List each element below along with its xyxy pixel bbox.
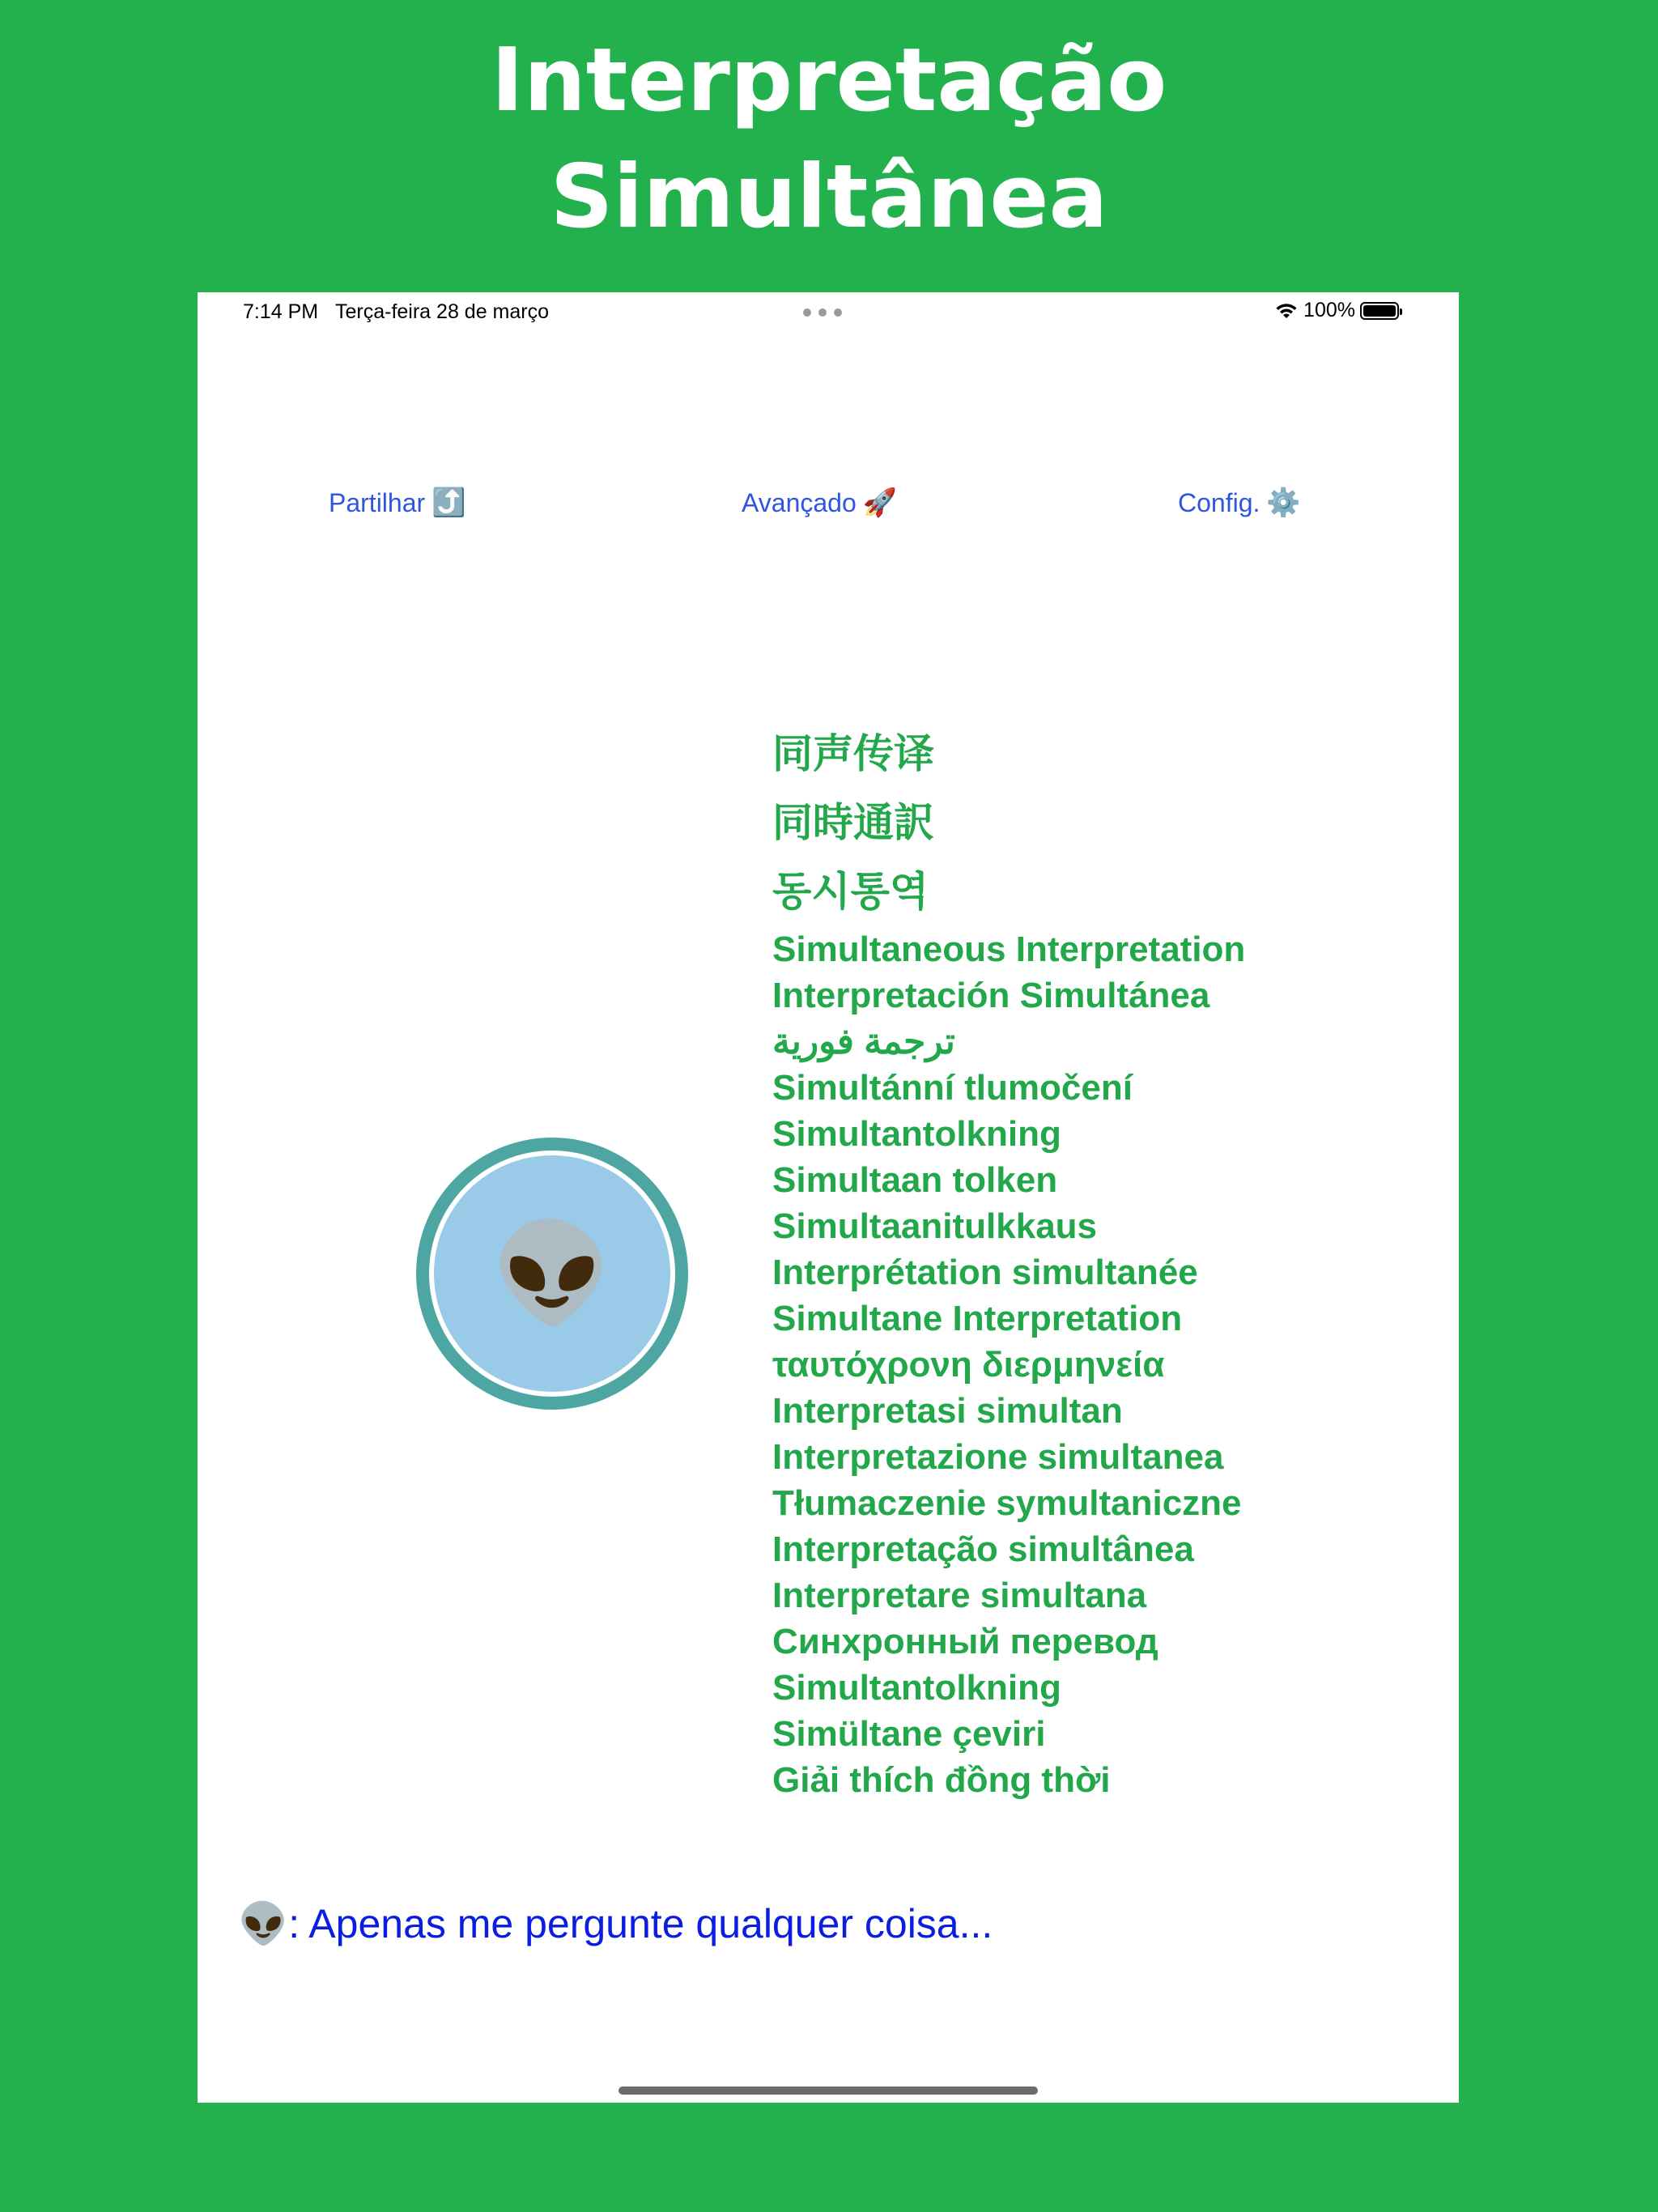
language-item: Simultánní tlumočení — [772, 1068, 1133, 1108]
home-indicator[interactable] — [619, 2087, 1038, 2095]
avatar-ring — [429, 1151, 675, 1397]
prompt-text: : Apenas me pergunte qualquer coisa... — [288, 1901, 993, 1946]
status-time: 7:14 PM — [243, 300, 319, 323]
advanced-button-label: Avançado — [742, 488, 857, 517]
language-item: Simultantolkning — [772, 1668, 1061, 1708]
toolbar — [198, 479, 1459, 527]
config-button[interactable] — [1178, 479, 1301, 527]
promo-title-line-2: Simultânea — [550, 147, 1108, 248]
battery-percent: 100% — [1303, 299, 1355, 321]
language-item: Giải thích đồng thời — [772, 1760, 1111, 1800]
battery-icon — [1360, 302, 1399, 320]
language-item: Simultaanitulkkaus — [772, 1206, 1098, 1246]
language-item: Interpretasi simultan — [772, 1391, 1123, 1431]
assistant-avatar-button[interactable] — [416, 1138, 688, 1410]
language-item: ترجمة فورية — [772, 1022, 955, 1061]
gear-icon: ⚙️ — [1266, 487, 1301, 518]
rocket-icon: 🚀 — [862, 487, 898, 518]
language-item: Interpretare simultana — [772, 1576, 1147, 1615]
wifi-icon — [1274, 302, 1299, 320]
language-list — [772, 720, 1420, 1803]
language-item: 同時通訳 — [772, 799, 934, 846]
share-button-label: Partilhar — [329, 488, 426, 517]
language-item: 同声传译 — [772, 730, 934, 777]
language-item: Interpretação simultânea — [772, 1529, 1194, 1569]
assistant-prompt[interactable] — [238, 1895, 993, 1952]
alien-icon: 👽 — [238, 1901, 289, 1946]
language-item: Interpretazione simultanea — [772, 1437, 1224, 1477]
language-item: Simultaan tolken — [772, 1160, 1058, 1200]
language-item: 동시통역 — [772, 868, 929, 915]
multitasking-dots-icon[interactable] — [803, 308, 842, 317]
share-button[interactable] — [329, 479, 466, 527]
language-item: Interpretación Simultánea — [772, 976, 1210, 1015]
status-bar — [198, 292, 1459, 333]
advanced-button[interactable] — [742, 479, 897, 527]
config-button-label: Config. — [1178, 488, 1261, 517]
language-item: Simültane çeviri — [772, 1714, 1046, 1754]
language-item: Синхронный перевод — [772, 1622, 1158, 1661]
language-item: ταυτόχρονη διερμηνεία — [772, 1345, 1165, 1385]
alien-icon: 👽 — [434, 1155, 670, 1392]
language-item: Simultane Interpretation — [772, 1299, 1183, 1338]
promo-title-line-1: Interpretação — [491, 30, 1167, 131]
status-date: Terça-feira 28 de março — [335, 300, 550, 323]
status-indicators — [1274, 299, 1399, 322]
language-item: Simultantolkning — [772, 1114, 1061, 1154]
language-item: Simultaneous Interpretation — [772, 929, 1246, 969]
language-item: Tłumaczenie symultaniczne — [772, 1483, 1242, 1523]
promo-title — [0, 23, 1658, 256]
language-item: Interprétation simultanée — [772, 1253, 1198, 1292]
device-screen — [198, 292, 1459, 2103]
share-icon: ⤴️ — [432, 487, 466, 518]
